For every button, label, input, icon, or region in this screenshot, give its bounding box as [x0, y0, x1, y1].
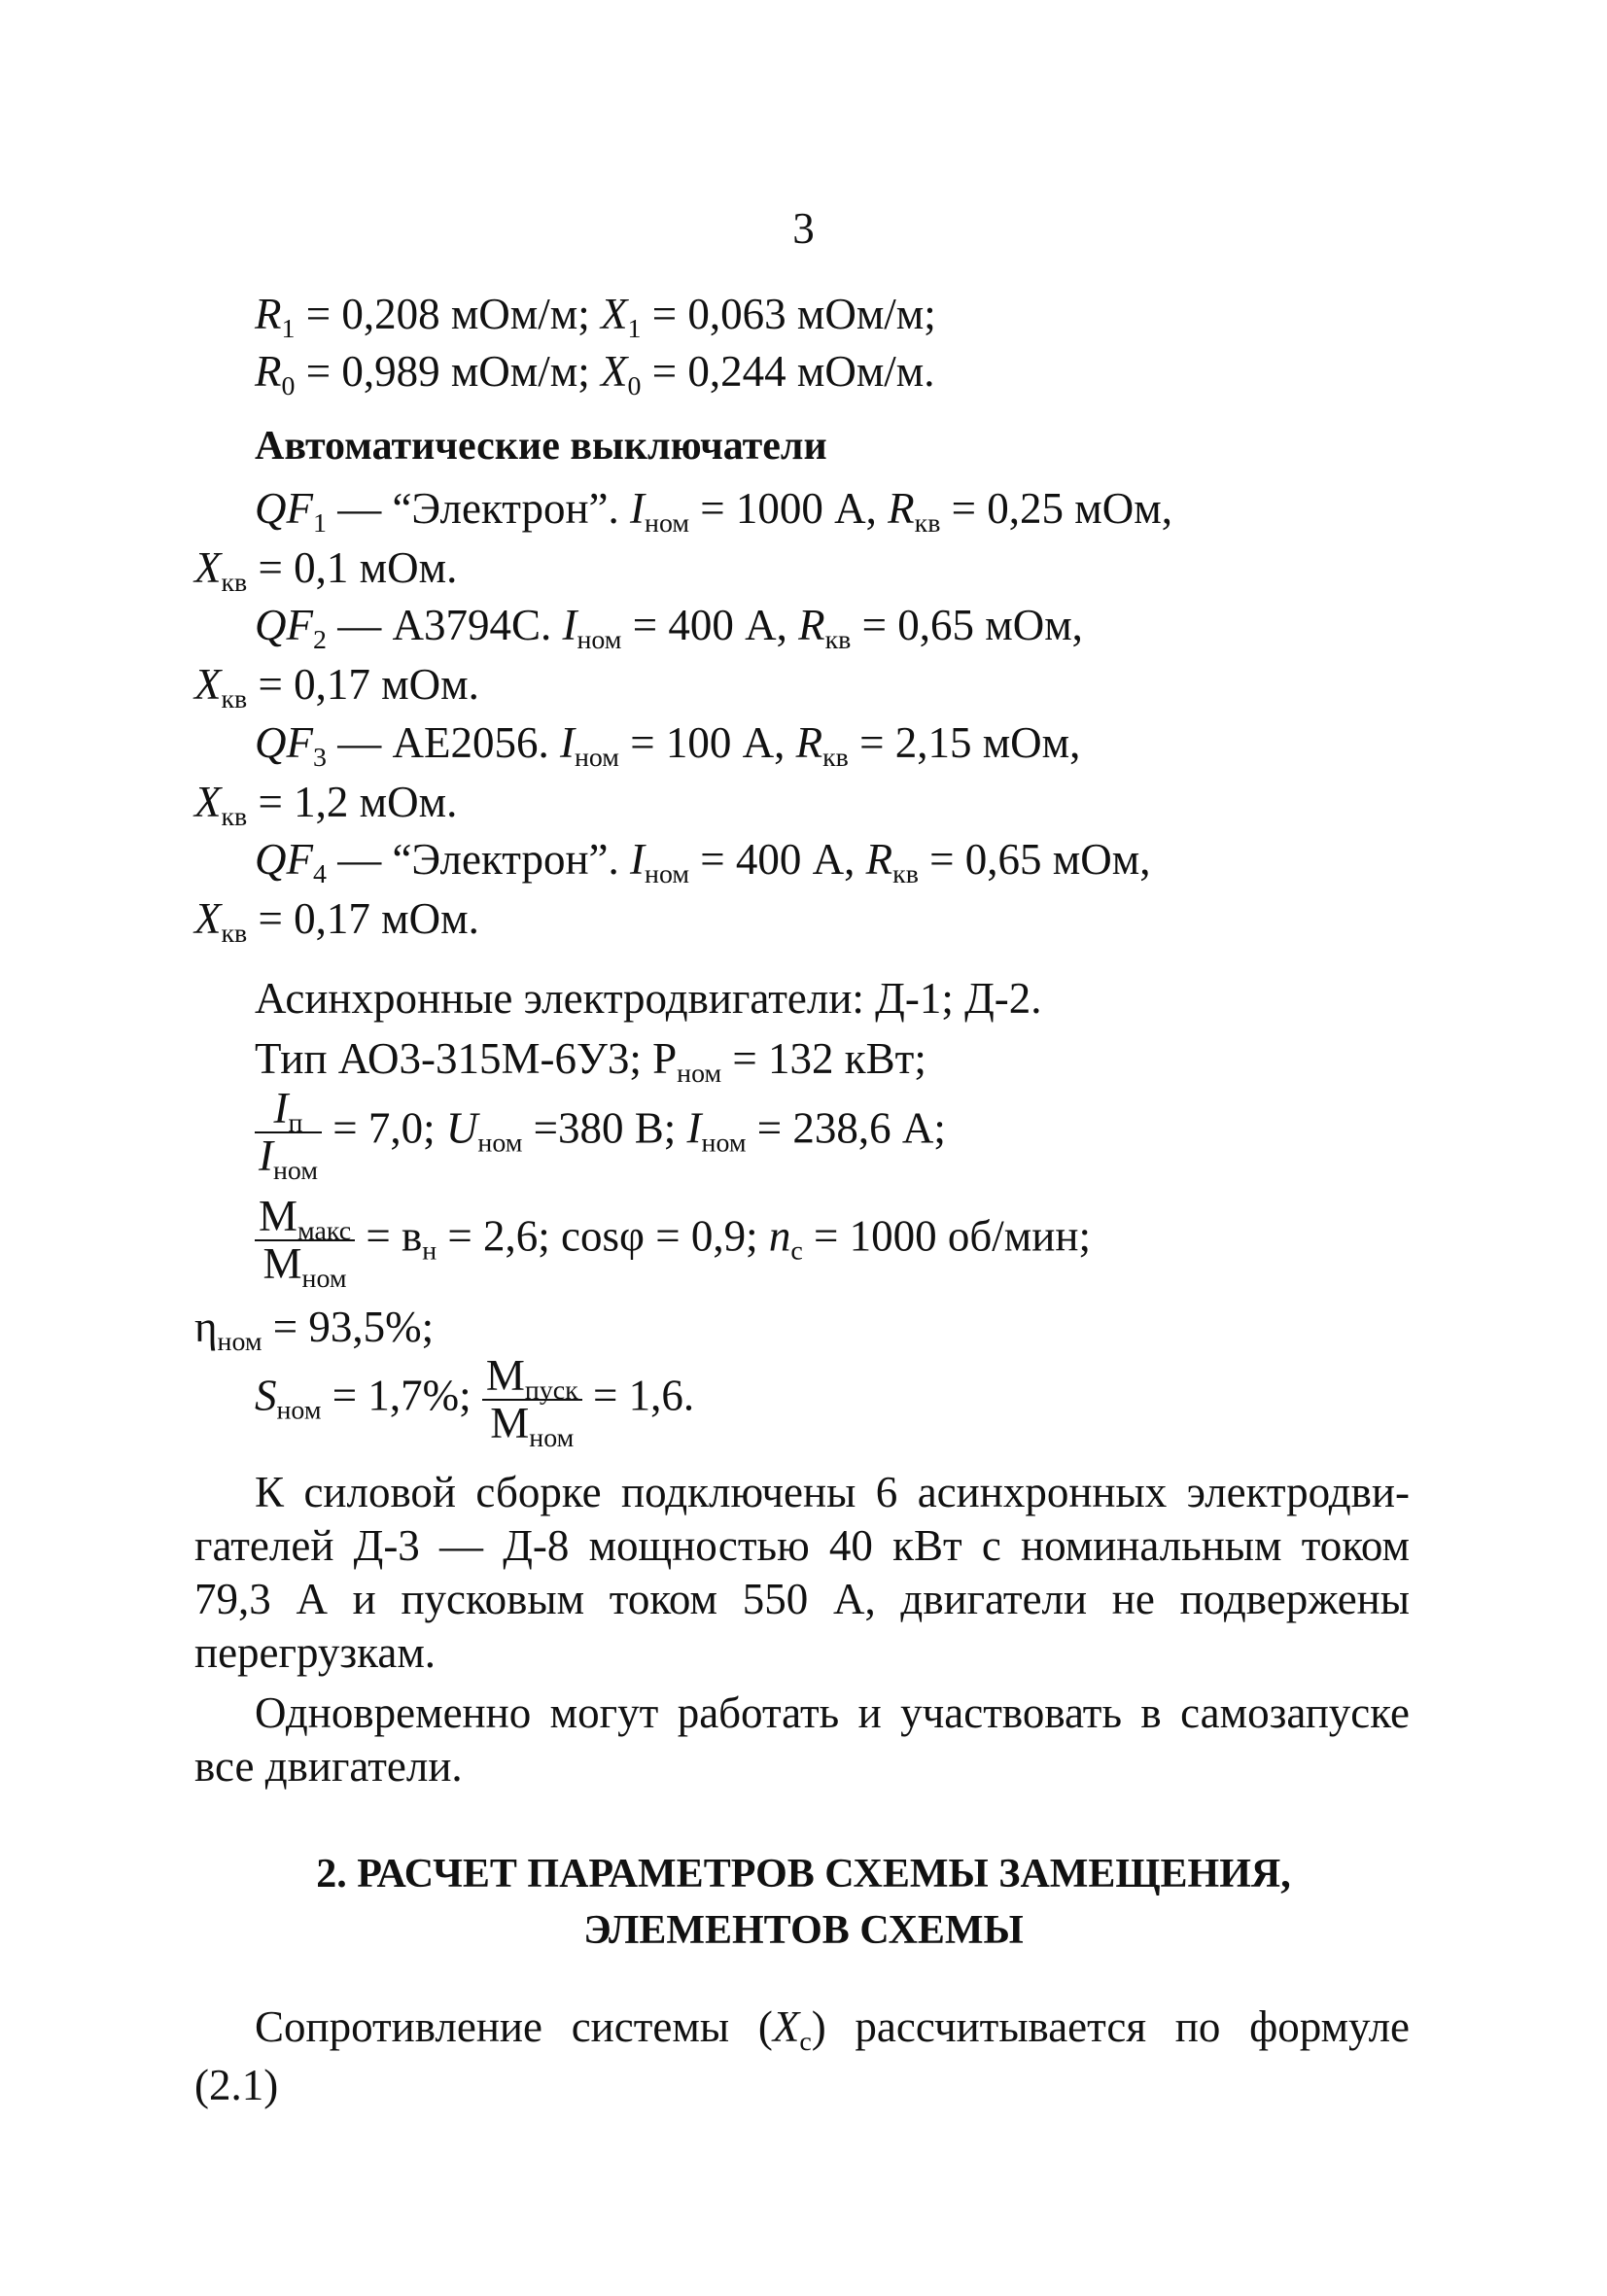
- paragraph-1-line-1: К силовой сборке подключены 6 асинхронных электродви-: [255, 1468, 1410, 1516]
- paragraph-2-line-1: Одновременно могут работать и участвовать в самозапуске: [255, 1688, 1410, 1737]
- symbol-r1: R: [255, 290, 282, 338]
- section-title-line-1: 2. РАСЧЕТ ПАРАМЕТРОВ СХЕМЫ ЗАМЕЩЕНИЯ,: [316, 1852, 1291, 1896]
- x0-value: = 0,244 мОм/м.: [651, 347, 935, 396]
- motor-torque-ratio-line: $\frac{М_{макс}}{М_{ном}}$ = $в_н = 2,6$; cosφ = 0,9; $n_с = 1000$ об/мин;: [255, 1194, 1091, 1288]
- motor-efficiency-line: $\eta_{ном} = 93,5\%$;: [194, 1303, 435, 1357]
- cable-params-line-2: $R_0 = 0,989$ мОм/м; $X_0 = 0,244$ мОм/м.: [255, 347, 935, 401]
- paragraph-2-line-2: все двигатели.: [194, 1742, 463, 1791]
- paragraph-1-line-4: перегрузкам.: [194, 1628, 437, 1677]
- paragraph-1-line-2: гателей Д-3 — Д-8 мощностью 40 кВт с номинальным током: [194, 1521, 1410, 1570]
- motor-slip-line: $S_{ном} = 1,7\%$; $\frac{М_{пуск}}{М_{ном}}$ = 1,6.: [255, 1351, 695, 1454]
- mstart-mnom-fraction: $\frac{М_{пуск}}{М_{ном}}$: [482, 1353, 582, 1447]
- r0-value: = 0,989 мОм/м;: [305, 347, 590, 396]
- breaker-qf4-name: — “Электрон”.: [337, 835, 619, 884]
- breaker-qf4-x-line: $X_{кв} = 0,17$ мОм.: [194, 894, 479, 949]
- breaker-qf1-x-line: $X_{кв} = 0,1$ мОм.: [194, 543, 458, 598]
- mmax-mnom-fraction: $\frac{М_{макс}}{М_{ном}}$: [255, 1194, 355, 1288]
- breaker-qf2-x-line: $X_{кв} = 0,17$ мОм.: [194, 660, 479, 714]
- x1-value: = 0,063 мОм/м;: [651, 290, 936, 338]
- motor-type-line: Тип АО3-315М-6У3; $Р_{ном} = 132$ кВт;: [255, 1034, 926, 1089]
- motor-current-ratio-line: $\frac{I_п}{I_{ном}}$ = 7,0; $U_{ном} =380$ В; $I_{ном} = 238,6$ А;: [255, 1086, 946, 1180]
- cable-params-line-1: $R_1 = 0,208$ мОм/м; $X_1 = 0,063$ мОм/м;: [255, 290, 936, 344]
- breakers-heading: Автоматические выключатели: [255, 424, 827, 469]
- ip-inom-fraction: $\frac{I_п}{I_{ном}}$: [255, 1086, 322, 1180]
- r1-value: = 0,208 мОм/м;: [305, 290, 590, 338]
- paragraph-3-line-2: (2.1): [194, 2061, 279, 2109]
- breaker-qf2-line: $QF_2$ — А3794С. $I_{ном} = 400$ А, $R_{кв} = 0,65$ мОм,: [255, 601, 1083, 655]
- breaker-qf3-name: — АЕ2056.: [337, 718, 549, 767]
- breaker-qf1-name: — “Электрон”.: [337, 484, 619, 533]
- paragraph-1-line-3: 79,3 А и пусковым током 550 А, двигатели не подвержены: [194, 1575, 1410, 1623]
- breaker-qf4-line: $QF_4$ — “Электрон”. $I_{ном} = 400$ А, $R_{кв} = 0,65$ мОм,: [255, 835, 1151, 889]
- breaker-qf3-x-line: $X_{кв} = 1,2$ мОм.: [194, 778, 458, 832]
- symbol-x0: X: [601, 347, 628, 396]
- section-title-line-2: ЭЛЕМЕНТОВ СХЕМЫ: [583, 1908, 1024, 1953]
- motors-title: Асинхронные электродвигатели: Д-1; Д-2.: [255, 974, 1042, 1023]
- page-number: 3: [792, 204, 815, 253]
- symbol-r0: R: [255, 347, 282, 396]
- breaker-qf1-line: $QF_1$ — “Электрон”. $I_{ном} = 1000$ А, $R_{кв} = 0,25$ мОм,: [255, 484, 1172, 539]
- breaker-qf3-line: $QF_3$ — АЕ2056. $I_{ном} = 100$ А, $R_{кв} = 2,15$ мОм,: [255, 718, 1081, 773]
- symbol-x1: X: [601, 290, 628, 338]
- breaker-qf2-name: — А3794С.: [337, 601, 552, 649]
- paragraph-3-line-1: Сопротивление системы $(X_с)$ рассчитывается по формуле: [255, 2002, 1410, 2057]
